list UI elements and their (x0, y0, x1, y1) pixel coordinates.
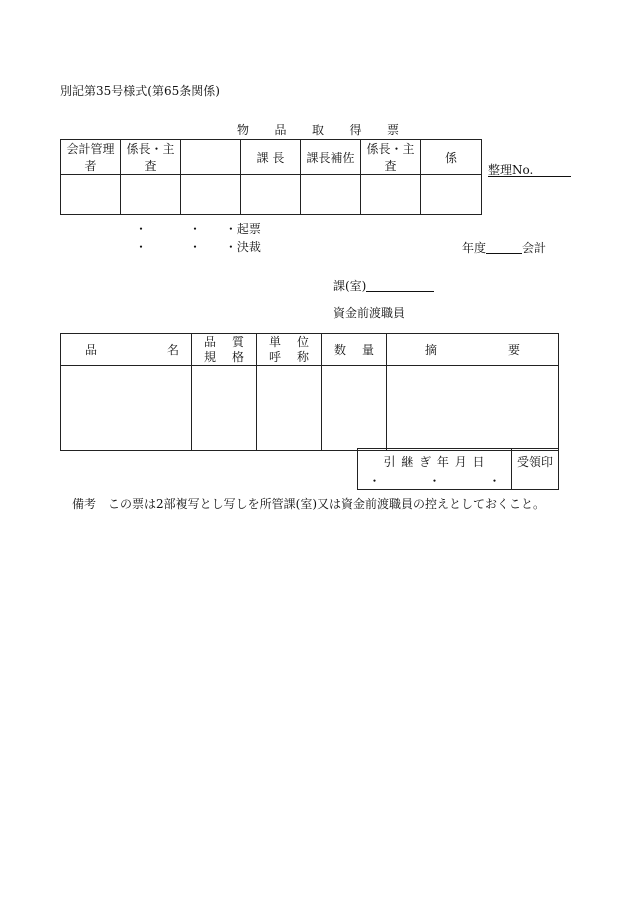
approval-header-chief-2: 係長・主査 (361, 140, 421, 175)
item-name-cell[interactable] (61, 366, 192, 451)
item-spec-cell[interactable] (192, 366, 257, 451)
item-qty-cell[interactable] (322, 366, 387, 451)
approval-stamp-cell[interactable] (181, 175, 241, 215)
receipt-stamp-cell[interactable] (512, 449, 559, 490)
section-blank[interactable] (366, 279, 434, 292)
handover-table (357, 448, 559, 490)
decided-date-dots: ・ ・ (135, 240, 208, 254)
header-quantity: 数 量 (322, 334, 387, 366)
approval-header-deputy-chief: 課長補佐 (301, 140, 361, 175)
header-item-name: 品 名 (61, 334, 192, 366)
note: 備考 この票は2部複写とし写しを所管課(室)又は資金前渡職員の控えとしておくこと。 (72, 497, 546, 511)
fiscal-year-blank[interactable] (486, 241, 522, 254)
items-table (60, 333, 559, 451)
drafted-date[interactable] (135, 223, 261, 235)
handover-date-label: 引 継 ぎ 年 月 日 (383, 455, 486, 469)
header-quality-spec: 品 質 規 格 (192, 334, 257, 366)
header-unit: 単 位 呼 称 (257, 334, 322, 366)
account-label: 会計 (522, 241, 547, 255)
approval-stamp-cell[interactable] (361, 175, 421, 215)
drafted-date-label: ・起票 (224, 222, 261, 236)
fiscal-year-account[interactable] (462, 241, 546, 254)
approval-stamp-cell[interactable] (121, 175, 181, 215)
receipt-label: 受領印 (516, 455, 553, 469)
item-summary-cell[interactable] (387, 366, 559, 451)
fiscal-year-label: 年度 (462, 241, 487, 255)
handover-date-cell[interactable] (358, 449, 512, 490)
handover-date-dots: ・ ・ ・ (368, 474, 501, 488)
approval-table (60, 139, 482, 215)
section-label: 課(室) (333, 279, 367, 293)
approval-stamp-cell[interactable] (301, 175, 361, 215)
ledger-no-label: 整理No. (488, 164, 571, 177)
approval-header-staff: 係 (421, 140, 482, 175)
officer-label: 資金前渡職員 (333, 306, 406, 320)
header-summary: 摘 要 (387, 334, 559, 366)
approval-stamp-cell[interactable] (61, 175, 121, 215)
approval-stamp-cell[interactable] (241, 175, 301, 215)
form-title: 物 品 取 得 票 (237, 123, 400, 137)
item-unit-cell[interactable] (257, 366, 322, 451)
section-field[interactable] (333, 279, 434, 292)
approval-stamp-cell[interactable] (421, 175, 482, 215)
approval-header-section-chief: 課 長 (241, 140, 301, 175)
ledger-no[interactable] (488, 164, 571, 177)
decided-date[interactable] (135, 241, 261, 253)
approval-header-accounting-manager: 会計管理者 (61, 140, 121, 175)
drafted-date-dots: ・ ・ (135, 222, 208, 236)
decided-date-label: ・決裁 (224, 240, 261, 254)
form-reference: 別記第35号様式(第65条関係) (60, 84, 220, 98)
approval-header-blank (181, 140, 241, 175)
approval-header-chief: 係長・主査 (121, 140, 181, 175)
